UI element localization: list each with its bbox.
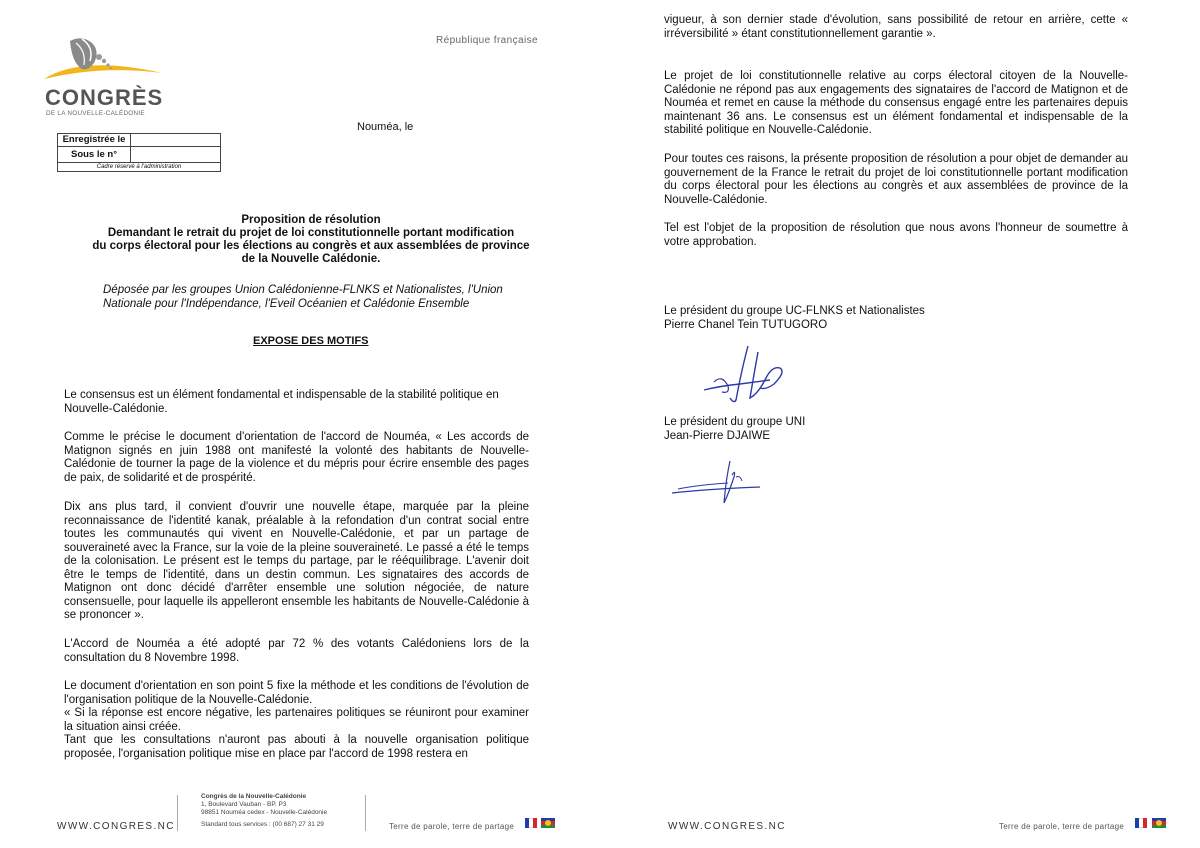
footer-addr-1: 1, Boulevard Vauban - BP. P3 [201, 801, 287, 808]
signatory-2-name: Jean-Pierre DJAIWE [664, 429, 771, 442]
paragraph: L'Accord de Nouméa a été adopté par 72 % des votants Calédoniens lors de la consultation du 8 Novembre 1998. [64, 638, 529, 664]
paragraph: Comme le précise le document d'orientation de l'accord de Nouméa, « Les accords de Matignon signés en juin 1988 ont manifesté la volonté des habitants de Nouvelle-Calédonie de tourner la page de la violence et du mépris pour écrire ensemble des pages de paix, de solidarité et de prospérité. [64, 431, 529, 484]
section-heading: EXPOSE DES MOTIFS [253, 335, 369, 347]
footer-url[interactable]: WWW.CONGRES.NC [57, 821, 175, 832]
paragraph: vigueur, à son dernier stade d'évolution, sans possibilité de retour en arrière, cette « irréversibilité » étant constitutionnellement garantie ». [664, 14, 1128, 40]
signatory-1-role: Le président du groupe UC-FLNKS et Nationalistes [664, 305, 925, 317]
footer-address [201, 793, 327, 829]
resolution-kind: Proposition de résolution [241, 214, 381, 226]
footer-divider [177, 795, 178, 831]
kanak-flag-icon [1152, 818, 1166, 828]
registered-label: Enregistrée le [58, 134, 131, 147]
signatory-2-role: Le président du groupe UNI [664, 416, 806, 428]
number-value [131, 147, 221, 163]
number-label: Sous le n° [58, 147, 131, 163]
footer-tagline: Terre de parole, terre de partage [999, 822, 1125, 831]
footer-tagline: Terre de parole, terre de partage [389, 822, 515, 831]
place-date: Nouméa, le [357, 121, 414, 133]
signatory-1-name: Pierre Chanel Tein TUTUGORO [664, 318, 828, 331]
paragraph: Pour toutes ces raisons, la présente proposition de résolution a pour objet de demander au gouvernement de la France le retrait du projet de loi constitutionnelle portant modification du corps électoral pour les élections au congrès et aux assemblées de province de la Nouvelle-Calédonie. [664, 153, 1128, 206]
shell-icon [42, 33, 167, 88]
logo-wordmark: CONGRÈS [45, 85, 164, 110]
signatory-1 [664, 305, 925, 332]
footer-addr-2: 98851 Nouméa cedex - Nouvelle-Calédonie [201, 809, 328, 816]
paragraph: Tel est l'objet de la proposition de résolution que nous avons l'honneur de soumettre à votre approbation. [664, 222, 1128, 248]
footer-divider [365, 795, 366, 831]
signatory-2 [664, 416, 805, 443]
registered-value [131, 134, 221, 147]
footer-url[interactable]: WWW.CONGRES.NC [668, 821, 786, 832]
resolution-title [70, 214, 552, 266]
signature-1-icon [700, 338, 795, 410]
paragraph: Dix ans plus tard, il convient d'ouvrir une nouvelle étape, marquée par la pleine reconnaissance de l'identité kanak, préalable à la refondation d'un contrat social entre toutes les communautés qui vivent en Nouvelle-Calédonie, et par un partage de souveraineté avec la France, sur la voie de la pleine souveraineté. Le passé a été le temps de la colonisation. Le présent est le temps du partage, par le rééquilibrage. L'avenir doit être le temps de l'identité, dans un destin commun. Les signataires des accords de Matignon ont donc décidé d'arrêter ensemble une solution négociée, de nature consensuelle, pour laquelle ils appelleront ensemble les habitants de Nouvelle-Calédonie à se prononcer ». [64, 501, 529, 621]
france-flag-icon [1135, 818, 1147, 828]
admin-reserved-note: Cadre réservé à l'administration [58, 163, 221, 172]
republique-francaise: République française [436, 35, 538, 46]
kanak-flag-icon [541, 818, 555, 828]
paragraph-group [64, 680, 529, 761]
footer-phone: Standard tous services : (00 687) 27 31 29 [201, 821, 324, 828]
signature-2-icon [668, 455, 768, 515]
paragraph: Le projet de loi constitutionnelle relative au corps électoral citoyen de la Nouvelle-Calédonie ne répond pas aux engagements des signataires de l'accord de Matignon et de Nouméa et remet en cause la méthode du consensus engagé entre les partenaires depuis maintenant 36 ans. Le consensus est un élément fondamental et indispensable de la stabilité politique en Nouvelle-Calédonie. [664, 70, 1128, 136]
congres-logo [42, 33, 167, 119]
title-line-3: de la Nouvelle Calédonie. [241, 253, 381, 265]
logo-subtitle: DE LA NOUVELLE-CALÉDONIE [46, 110, 145, 117]
paragraph: Le consensus est un élément fondamental et indispensable de la stabilité politique en Nouvelle-Calédonie. [64, 389, 499, 415]
paragraph: Le document d'orientation en son point 5 fixe la méthode et les conditions de l'évolution de l'organisation politique de la Nouvelle-Calédonie. [64, 680, 529, 706]
france-flag-icon [525, 818, 537, 828]
title-line-1: Demandant le retrait du projet de loi constitutionnelle portant modification [107, 227, 515, 239]
paragraph: « Si la réponse est encore négative, les partenaires politiques se réuniront pour examiner la situation ainsi créée. [64, 707, 529, 733]
paragraph: Tant que les consultations n'auront pas abouti à la nouvelle organisation politique proposée, l'organisation politique mise en place par l'accord de 1998 restera en [64, 734, 529, 760]
footer-org: Congrès de la Nouvelle-Calédonie [201, 793, 307, 800]
title-line-2: du corps électoral pour les élections au congrès et aux assemblées de province [92, 240, 530, 252]
registration-box [57, 133, 221, 172]
deposited-by: Déposée par les groupes Union Calédonienne-FLNKS et Nationalistes, l'Union Nationale pour l'Indépendance, l'Eveil Océanien et Calédonie Ensemble [103, 284, 503, 310]
